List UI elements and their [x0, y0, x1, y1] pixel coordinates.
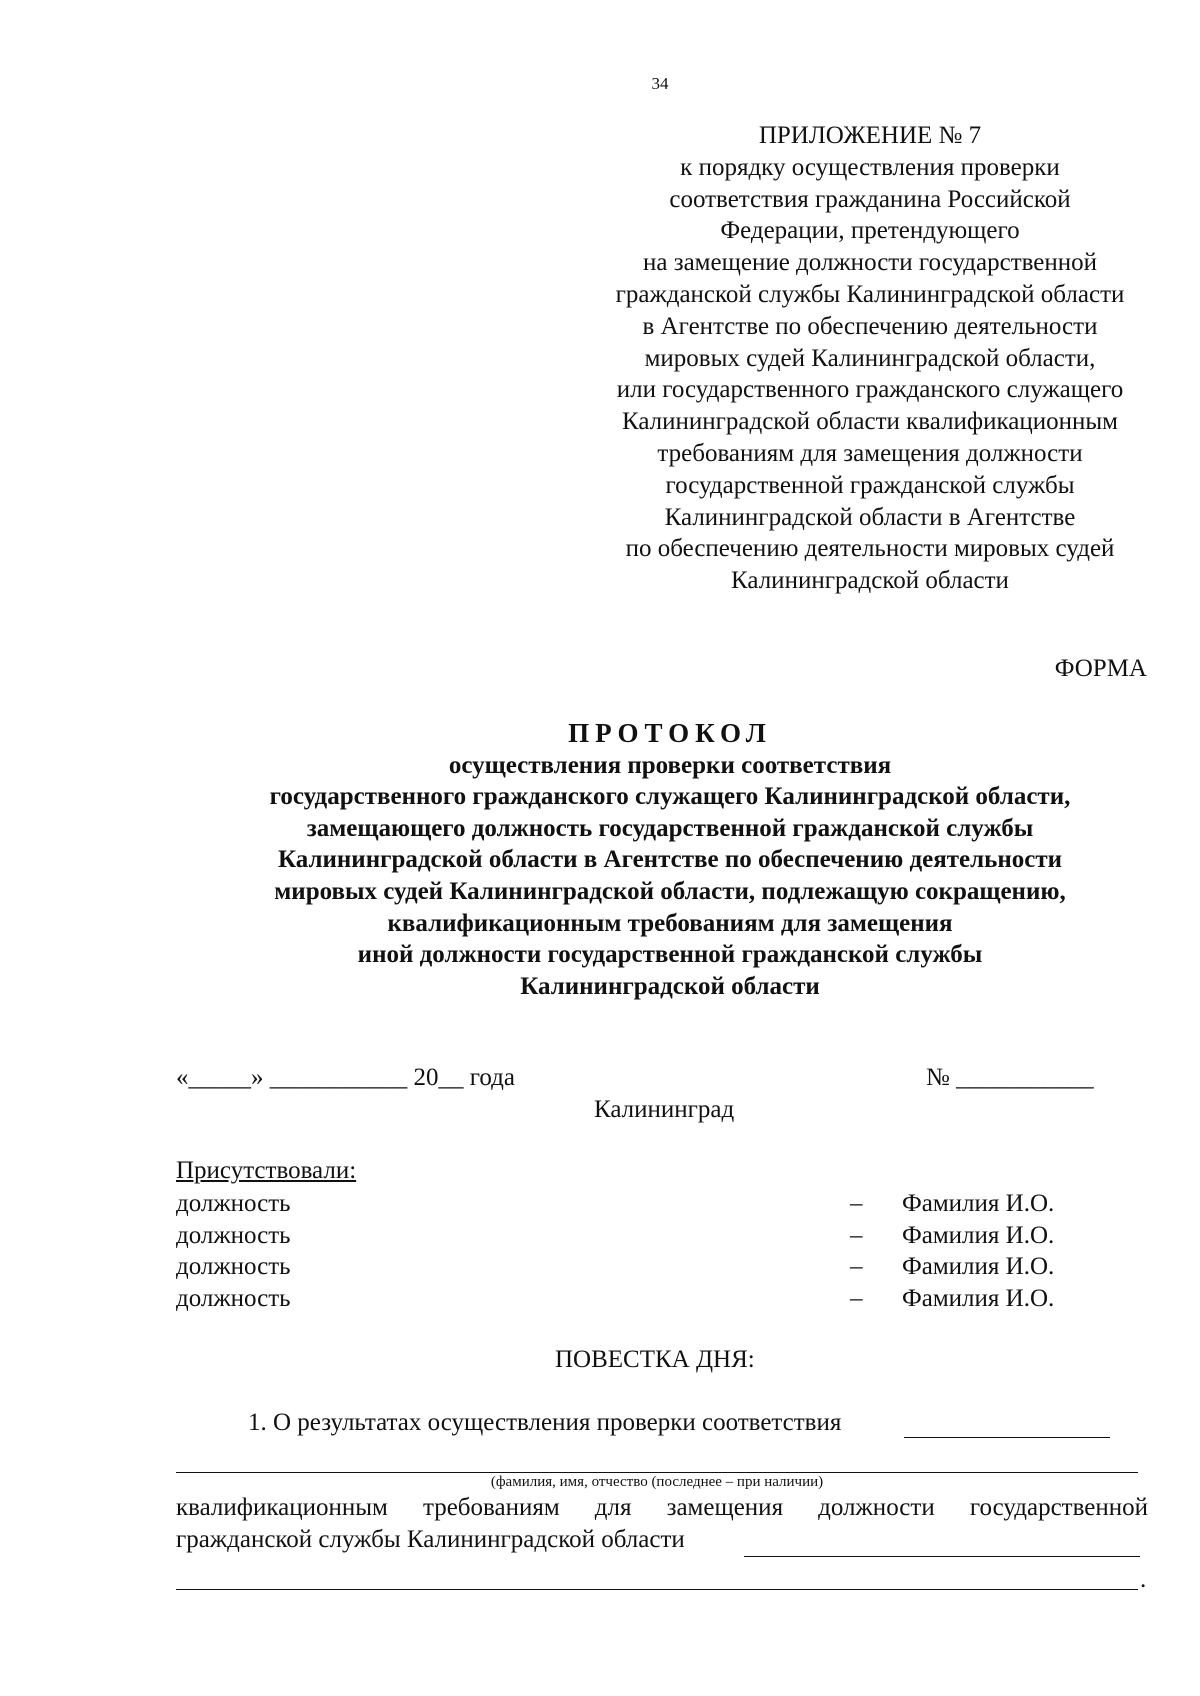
attendee-position: должность: [176, 1190, 291, 1217]
service-text: гражданской службы Калининградской области: [176, 1526, 685, 1553]
form-label: ФОРМА: [1054, 655, 1147, 682]
agenda-item: 1. О результатах осуществления проверки соответствия: [248, 1409, 842, 1436]
attendee-dash: –: [850, 1190, 863, 1217]
attendee-dash: –: [850, 1221, 863, 1249]
full-name-hint: (фамилия, имя, отчество (последнее – при наличии): [490, 1474, 824, 1490]
attendee-row: [176, 1283, 1076, 1315]
appendix-line: соответствия гражданина Российской: [669, 185, 1071, 213]
attendee-dash: –: [850, 1253, 863, 1280]
protocol-subtitle-line: Калининградской области в Агентстве по обеспечению деятельности: [277, 846, 1063, 874]
attendees-list: [176, 1188, 1076, 1314]
agenda-blank-line: [904, 1437, 1110, 1438]
appendix-line: государственной гражданской службы: [665, 471, 1075, 499]
page-number: 34: [651, 74, 669, 93]
protocol-heading: ПРОТОКОЛ: [568, 718, 772, 748]
agenda-title: ПОВЕСТКА ДНЯ:: [555, 1346, 755, 1373]
attendee-name: Фамилия И.О.: [902, 1190, 1055, 1217]
protocol-subtitle-line: замещающего должность государственной гражданской службы: [306, 814, 1034, 842]
appendix-line: мировых судей Калининградской области,: [644, 344, 1096, 372]
attendee-name: Фамилия И.О.: [902, 1221, 1055, 1249]
attendee-position: должность: [176, 1221, 291, 1249]
attendee-name: Фамилия И.О.: [902, 1284, 1055, 1312]
end-mark: .: [1140, 1566, 1147, 1593]
position-blank-line: [744, 1556, 1140, 1557]
appendix-header: [560, 120, 1180, 597]
appendix-line: по обеспечению деятельности мировых судей: [625, 535, 1115, 563]
attendee-name: Фамилия И.О.: [902, 1253, 1055, 1280]
appendix-line: требованиям для замещения должности: [657, 439, 1083, 467]
appendix-line: Калининградской области в Агентстве: [664, 503, 1076, 531]
date-field: «_____» ___________ 20__ года: [176, 1064, 515, 1091]
protocol-subtitle-line: квалификационным требованиям для замещения: [387, 909, 953, 937]
attendees-title: Присутствовали:: [176, 1157, 357, 1184]
appendix-line: или государственного гражданского служащего: [616, 376, 1124, 404]
protocol-subtitle-line: мировых судей Калининградской области, подлежащую сокращению,: [274, 877, 1066, 905]
attendee-row: [176, 1188, 1076, 1220]
full-name-blank-line: [176, 1472, 1138, 1473]
attendee-row: [176, 1220, 1076, 1252]
appendix-line: в Агентстве по обеспечению деятельности: [642, 312, 1098, 340]
qualification-text: квалификационным требованиям для замещения должности государственной: [176, 1494, 1148, 1521]
appendix-line: Калининградской области: [731, 567, 1009, 595]
protocol-subtitle-line: иной должности государственной гражданской службы: [357, 941, 983, 969]
protocol-title-block: [100, 718, 1200, 1002]
appendix-line: гражданской службы Калининградской области: [615, 280, 1125, 308]
attendee-row: [176, 1251, 1076, 1283]
attendee-position: должность: [176, 1253, 291, 1280]
appendix-line: Федерации, претендующего: [720, 217, 1020, 245]
protocol-subtitle-line: осуществления проверки соответствия: [448, 751, 892, 779]
closing-blank-line: [176, 1589, 1138, 1590]
appendix-line: к порядку осуществления проверки: [680, 153, 1060, 181]
protocol-number-field: № ___________: [926, 1064, 1094, 1091]
appendix-title: ПРИЛОЖЕНИЕ № 7: [758, 122, 982, 149]
appendix-line: Калининградской области квалификационным: [621, 408, 1118, 436]
attendee-dash: –: [850, 1284, 863, 1312]
protocol-subtitle-line: Калининградской области: [520, 972, 820, 1000]
city-label: Калининград: [594, 1096, 735, 1123]
attendee-position: должность: [176, 1284, 291, 1312]
protocol-subtitle-line: государственного гражданского служащего Калининградской области,: [269, 783, 1071, 811]
appendix-line: на замещение должности государственной: [642, 249, 1098, 277]
